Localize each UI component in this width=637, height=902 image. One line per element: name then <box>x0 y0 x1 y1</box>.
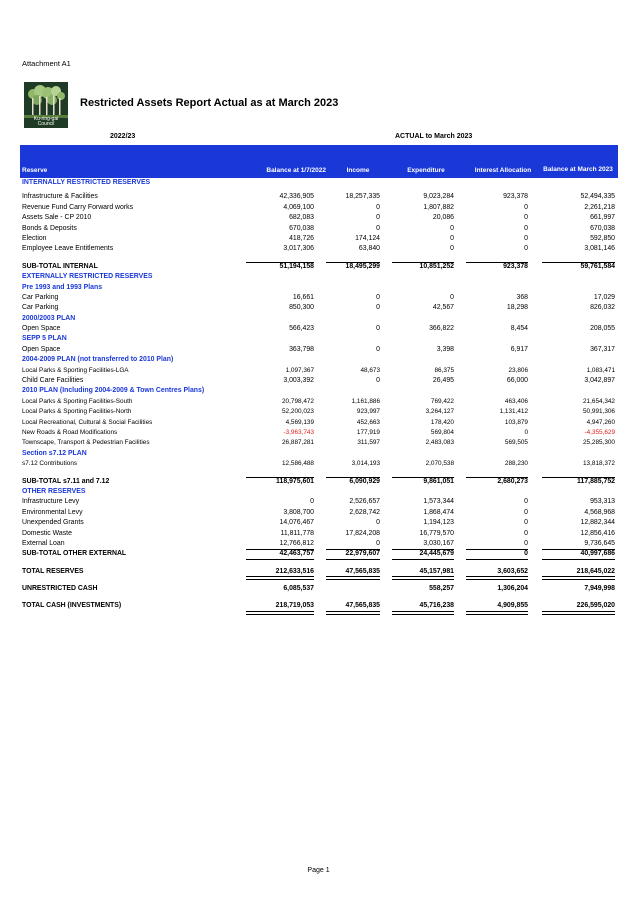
table-row <box>20 234 618 244</box>
cell-closing-balance: 12,882,344 <box>580 519 615 527</box>
cell-opening-balance: 14,076,467 <box>279 519 314 527</box>
cell-expenditure: 9,023,284 <box>423 193 454 201</box>
col-header-expenditure: Expenditure <box>407 167 445 174</box>
cell-interest: 0 <box>524 498 528 506</box>
cell-interest: 23,806 <box>508 366 528 374</box>
table-row <box>20 213 618 223</box>
cell-opening-balance: 3,808,700 <box>283 508 314 516</box>
cell-income: 48,673 <box>360 366 380 374</box>
cell-opening-balance: 418,726 <box>289 234 314 242</box>
table-row <box>20 192 618 202</box>
rule-line <box>542 477 615 478</box>
rule-line <box>246 549 314 550</box>
row-label: SUB-TOTAL s7.11 and 7.12 <box>22 477 110 485</box>
restricted-assets-table <box>20 145 618 612</box>
row-spacer <box>20 594 618 601</box>
table-row <box>20 376 618 386</box>
rule-line <box>392 477 454 478</box>
cell-expenditure: 3,030,167 <box>423 539 454 547</box>
cell-expenditure: 9,861,051 <box>423 477 454 485</box>
cell-closing-balance: 52,494,335 <box>580 193 615 201</box>
double-rule-line <box>326 576 380 580</box>
subtotal-row <box>20 567 618 577</box>
cell-income: 2,526,657 <box>349 498 380 506</box>
row-label: Environmental Levy <box>22 508 83 516</box>
cell-interest: 569,505 <box>504 439 528 447</box>
cell-interest: 6,917 <box>510 345 528 353</box>
row-label: Election <box>22 234 47 242</box>
cell-opening-balance: 682,083 <box>289 214 314 222</box>
rule-line <box>542 549 615 550</box>
row-label: 2010 PLAN (Including 2004-2009 & Town Centres Plans) <box>22 387 205 395</box>
cell-opening-balance: 11,811,778 <box>280 529 314 537</box>
cell-income: 2,628,742 <box>349 508 380 516</box>
rule-line <box>246 559 314 560</box>
row-label: Local Recreational, Cultural & Social Facilities <box>22 418 153 426</box>
row-label: Unexpended Grants <box>22 519 84 527</box>
cell-opening-balance: 4,569,139 <box>285 418 314 426</box>
cell-expenditure: 0 <box>450 224 454 232</box>
table-row <box>20 497 618 507</box>
cell-interest: 0 <box>524 428 528 436</box>
cell-closing-balance: 3,042,897 <box>584 377 615 385</box>
cell-closing-balance: 4,947,260 <box>586 418 615 426</box>
cell-opening-balance: 0 <box>310 498 314 506</box>
cell-income: 0 <box>376 293 380 301</box>
rule-line <box>326 559 380 560</box>
cell-interest: 463,406 <box>504 397 528 405</box>
cell-opening-balance: 12,766,812 <box>279 539 314 547</box>
cell-interest: 18,298 <box>506 304 528 312</box>
cell-expenditure: 1,807,882 <box>423 203 454 211</box>
cell-opening-balance: 52,200,023 <box>282 408 314 416</box>
row-label: Revenue Fund Carry Forward works <box>22 203 134 211</box>
cell-interest: 368 <box>516 293 528 301</box>
cell-income: 0 <box>376 325 380 333</box>
cell-income: 0 <box>376 304 380 312</box>
table-row <box>20 303 618 313</box>
row-label: OTHER RESERVES <box>22 487 86 495</box>
table-row <box>20 244 618 254</box>
cell-income: 0 <box>376 214 380 222</box>
col-header-interest: Interest Allocation <box>474 167 532 174</box>
cell-interest: 8,454 <box>510 325 528 333</box>
cell-interest: 0 <box>524 234 528 242</box>
double-rule-line <box>246 576 314 580</box>
cell-income: 0 <box>376 345 380 353</box>
logo-caption-line: Ku-ring-gai <box>33 116 59 122</box>
row-label: TOTAL RESERVES <box>22 567 84 575</box>
cell-opening-balance: 42,336,905 <box>279 193 314 201</box>
cell-interest: 923,378 <box>503 262 528 270</box>
rule-line <box>466 559 528 560</box>
table-row <box>20 293 618 303</box>
col-header-income: Income <box>346 167 370 174</box>
rule-line <box>466 477 528 478</box>
cell-expenditure: 86,375 <box>434 366 454 374</box>
cell-opening-balance: 850,300 <box>289 304 314 312</box>
table-row <box>20 366 618 376</box>
table-row <box>20 397 618 407</box>
cell-interest: 0 <box>524 519 528 527</box>
rule-line <box>392 549 454 550</box>
report-title: Restricted Assets Report Actual as at March 2023 <box>80 97 339 109</box>
double-rule-line <box>392 576 454 580</box>
logo-caption <box>24 117 68 127</box>
cell-income: 18,495,299 <box>345 262 380 270</box>
rule-line <box>466 549 528 550</box>
table-row <box>20 438 618 448</box>
cell-expenditure: 1,194,123 <box>423 519 454 527</box>
cell-expenditure: 45,157,981 <box>419 567 454 575</box>
cell-closing-balance: 12,856,416 <box>580 529 615 537</box>
row-label: Section s7.12 PLAN <box>22 449 87 457</box>
cell-expenditure: 366,822 <box>429 325 454 333</box>
section-heading <box>20 355 618 365</box>
cell-interest: 0 <box>524 529 528 537</box>
cell-closing-balance: 3,081,146 <box>584 245 615 253</box>
cell-expenditure: 2,483,083 <box>425 439 454 447</box>
table-row <box>20 345 618 355</box>
cell-interest: 3,603,652 <box>497 567 528 575</box>
row-label: Child Care Facilities <box>22 377 84 385</box>
cell-closing-balance: 208,055 <box>590 325 615 333</box>
rule-line <box>326 477 380 478</box>
table-row <box>20 407 618 417</box>
row-label: External Loan <box>22 539 65 547</box>
row-label: Pre 1993 and 1993 Plans <box>22 283 103 291</box>
section-heading <box>20 386 618 396</box>
cell-income: 311,597 <box>357 439 380 447</box>
cell-expenditure: 1,868,474 <box>423 508 454 516</box>
table-row <box>20 324 618 334</box>
cell-closing-balance: 25,285,300 <box>583 439 615 447</box>
cell-expenditure: 3,398 <box>436 345 454 353</box>
cell-interest: 1,306,204 <box>497 585 528 593</box>
cell-income: 0 <box>376 519 380 527</box>
col-header-closing-balance: Balance at March 2023 <box>543 166 613 173</box>
cell-closing-balance: 17,029 <box>593 293 615 301</box>
col-header-opening-balance: Balance at 1/7/2022 <box>266 167 326 174</box>
cell-expenditure: 3,264,127 <box>425 408 454 416</box>
cell-opening-balance: 12,586,488 <box>282 460 314 468</box>
rule-line <box>246 477 314 478</box>
cell-interest: 0 <box>524 245 528 253</box>
cell-expenditure: 178,420 <box>430 418 454 426</box>
double-rule-line <box>392 611 454 615</box>
section-heading <box>20 283 618 293</box>
row-label: 2004-2009 PLAN (not transferred to 2010 Plan) <box>22 356 174 364</box>
cell-interest: 288,230 <box>504 460 528 468</box>
rule-line <box>542 559 615 560</box>
cell-closing-balance: 59,761,584 <box>580 262 615 270</box>
row-label: Car Parking <box>22 293 59 301</box>
cell-income: 63,840 <box>358 245 380 253</box>
row-label: UNRESTRICTED CASH <box>22 585 98 593</box>
cell-closing-balance: 117,885,752 <box>577 477 615 485</box>
cell-opening-balance: 218,719,053 <box>275 602 314 610</box>
cell-closing-balance: 4,568,968 <box>584 508 615 516</box>
cell-opening-balance: 3,017,306 <box>283 245 314 253</box>
row-label: Open Space <box>22 325 61 333</box>
row-label: Infrastructure & Facilities <box>22 193 98 201</box>
table-row <box>20 459 618 469</box>
cell-income: 6,090,929 <box>349 477 380 485</box>
cell-closing-balance: 1,083,471 <box>586 366 615 374</box>
cell-closing-balance: 226,595,020 <box>576 602 615 610</box>
cell-expenditure: 569,804 <box>430 428 454 436</box>
cell-expenditure: 45,716,238 <box>419 602 454 610</box>
row-spacer <box>20 255 618 262</box>
row-label: s7.12 Contributions <box>22 460 78 468</box>
cell-expenditure: 2,070,538 <box>425 460 454 468</box>
cell-expenditure: 0 <box>450 234 454 242</box>
cell-interest: 2,680,273 <box>497 477 528 485</box>
cell-income: 0 <box>376 224 380 232</box>
cell-opening-balance: 20,798,472 <box>282 397 314 405</box>
cell-closing-balance: 13,818,372 <box>583 460 615 468</box>
cell-expenditure: 26,495 <box>432 377 454 385</box>
rule-line <box>392 262 454 263</box>
cell-opening-balance: 16,661 <box>292 293 314 301</box>
subtotal-row <box>20 601 618 611</box>
cell-opening-balance: 51,194,158 <box>279 262 314 270</box>
cell-closing-balance: 40,997,686 <box>580 550 615 558</box>
double-rule-line <box>326 611 380 615</box>
cell-expenditure: 42,567 <box>432 304 454 312</box>
cell-interest: 0 <box>524 203 528 211</box>
cell-opening-balance: 1,097,367 <box>285 366 314 374</box>
double-rule-line <box>542 576 615 580</box>
cell-closing-balance: 7,949,998 <box>584 585 615 593</box>
cell-expenditure: 1,573,344 <box>423 498 454 506</box>
row-label: Local Parks & Sporting Facilities-North <box>22 408 132 416</box>
row-label: Infrastructure Levy <box>22 498 80 506</box>
row-label: Bonds & Deposits <box>22 224 77 232</box>
table-row <box>20 508 618 518</box>
cell-income: 3,014,193 <box>351 460 380 468</box>
cell-expenditure: 0 <box>450 293 454 301</box>
subtotal-row <box>20 477 618 487</box>
row-label: TOTAL CASH (INVESTMENTS) <box>22 602 122 610</box>
cell-opening-balance: -3,963,743 <box>283 428 314 436</box>
cell-closing-balance: 826,032 <box>590 304 615 312</box>
cell-opening-balance: 566,423 <box>289 325 314 333</box>
cell-interest: 0 <box>524 214 528 222</box>
table-header <box>20 145 618 178</box>
summary-row <box>20 584 618 594</box>
cell-closing-balance: 367,317 <box>590 345 615 353</box>
double-rule-line <box>542 611 615 615</box>
cell-opening-balance: 26,887,281 <box>282 439 314 447</box>
double-rule-line <box>466 576 528 580</box>
cell-income: 1,161,886 <box>351 397 380 405</box>
period-label-right: ACTUAL to March 2023 <box>395 133 473 140</box>
cell-income: 17,824,208 <box>345 529 380 537</box>
rule-line <box>246 262 314 263</box>
row-label: SUB-TOTAL INTERNAL <box>22 262 98 270</box>
table-row <box>20 529 618 539</box>
cell-interest: 0 <box>524 550 528 558</box>
rule-line <box>466 262 528 263</box>
cell-income: 47,565,835 <box>345 567 380 575</box>
cell-interest: 923,378 <box>503 193 528 201</box>
table-row <box>20 203 618 213</box>
cell-opening-balance: 6,085,537 <box>283 585 314 593</box>
cell-income: 0 <box>376 377 380 385</box>
section-heading <box>20 178 618 188</box>
row-label: Assets Sale - CP 2010 <box>22 214 92 222</box>
cell-income: 22,979,607 <box>345 550 380 558</box>
row-label: Townscape, Transport & Pedestrian Facilities <box>22 439 150 447</box>
row-label: Local Parks & Sporting Facilities-South <box>22 397 133 405</box>
cell-interest: 4,909,855 <box>497 602 528 610</box>
rule-line <box>326 549 380 550</box>
double-rule-line <box>466 611 528 615</box>
subtotal-row <box>20 262 618 272</box>
row-label: Local Parks & Sporting Facilities-LGA <box>22 366 129 374</box>
section-heading <box>20 272 618 282</box>
cell-opening-balance: 670,038 <box>289 224 314 232</box>
cell-closing-balance: 50,991,306 <box>583 408 615 416</box>
cell-expenditure: 558,257 <box>429 585 454 593</box>
cell-opening-balance: 4,069,100 <box>283 203 314 211</box>
row-label: Open Space <box>22 345 61 353</box>
section-heading <box>20 449 618 459</box>
table-row <box>20 518 618 528</box>
cell-interest: 0 <box>524 224 528 232</box>
col-header-reserve: Reserve <box>22 167 48 174</box>
cell-closing-balance: 2,261,218 <box>584 203 615 211</box>
cell-expenditure: 0 <box>450 245 454 253</box>
cell-interest: 0 <box>524 508 528 516</box>
cell-expenditure: 10,851,252 <box>419 262 454 270</box>
cell-closing-balance: 661,997 <box>590 214 615 222</box>
section-heading <box>20 334 618 344</box>
row-spacer <box>20 560 618 567</box>
double-rule-line <box>246 611 314 615</box>
row-spacer <box>20 470 618 477</box>
row-label: SUB-TOTAL OTHER EXTERNAL <box>22 550 127 558</box>
rule-line <box>542 262 615 263</box>
attachment-label: Attachment A1 <box>22 59 71 68</box>
cell-closing-balance: 670,038 <box>590 224 615 232</box>
section-heading <box>20 314 618 324</box>
cell-opening-balance: 212,633,516 <box>275 567 314 575</box>
cell-income: 0 <box>376 203 380 211</box>
table-row <box>20 418 618 428</box>
cell-income: 174,124 <box>355 234 380 242</box>
cell-income: 47,565,835 <box>345 602 380 610</box>
cell-income: 18,257,335 <box>345 193 380 201</box>
cell-closing-balance: 953,313 <box>590 498 615 506</box>
cell-opening-balance: 118,975,601 <box>276 477 314 485</box>
rule-line <box>326 262 380 263</box>
cell-closing-balance: -4,355,629 <box>584 428 615 436</box>
cell-expenditure: 769,422 <box>430 397 454 405</box>
logo-caption-line: Council <box>37 121 55 127</box>
row-label: Car Parking <box>22 304 59 312</box>
row-label: Domestic Waste <box>22 529 72 537</box>
cell-closing-balance: 592,850 <box>590 234 615 242</box>
row-label: SEPP 5 PLAN <box>22 335 67 343</box>
cell-interest: 66,000 <box>506 377 528 385</box>
council-logo <box>24 82 68 128</box>
cell-closing-balance: 218,645,022 <box>576 567 615 575</box>
period-label-left: 2022/23 <box>110 133 136 140</box>
cell-interest: 1,131,412 <box>499 408 528 416</box>
cell-opening-balance: 363,798 <box>289 345 314 353</box>
section-heading <box>20 487 618 497</box>
table-row <box>20 539 618 549</box>
row-label: EXTERNALLY RESTRICTED RESERVES <box>22 273 153 281</box>
rule-line <box>392 559 454 560</box>
row-label: Employee Leave Entitlements <box>22 245 114 253</box>
cell-closing-balance: 9,736,645 <box>584 539 615 547</box>
cell-income: 177,919 <box>356 428 380 436</box>
row-label: New Roads & Road Modifications <box>22 428 118 436</box>
table-row <box>20 428 618 438</box>
table-body <box>20 178 618 612</box>
cell-income: 0 <box>376 539 380 547</box>
cell-closing-balance: 21,654,342 <box>583 397 615 405</box>
cell-expenditure: 16,779,570 <box>419 529 454 537</box>
cell-expenditure: 20,086 <box>432 214 454 222</box>
cell-income: 452,663 <box>356 418 380 426</box>
row-label: 2000/2003 PLAN <box>22 314 76 322</box>
page-number: Page 1 <box>307 867 330 874</box>
subtotal-row <box>20 549 618 559</box>
cell-opening-balance: 3,003,392 <box>283 377 314 385</box>
cell-interest: 103,879 <box>504 418 528 426</box>
table-row <box>20 224 618 234</box>
row-spacer <box>20 577 618 584</box>
cell-opening-balance: 42,463,757 <box>279 550 314 558</box>
row-label: INTERNALLY RESTRICTED RESERVES <box>22 179 151 186</box>
cell-interest: 0 <box>524 539 528 547</box>
cell-income: 923,997 <box>356 408 380 416</box>
cell-expenditure: 24,445,679 <box>419 550 454 558</box>
